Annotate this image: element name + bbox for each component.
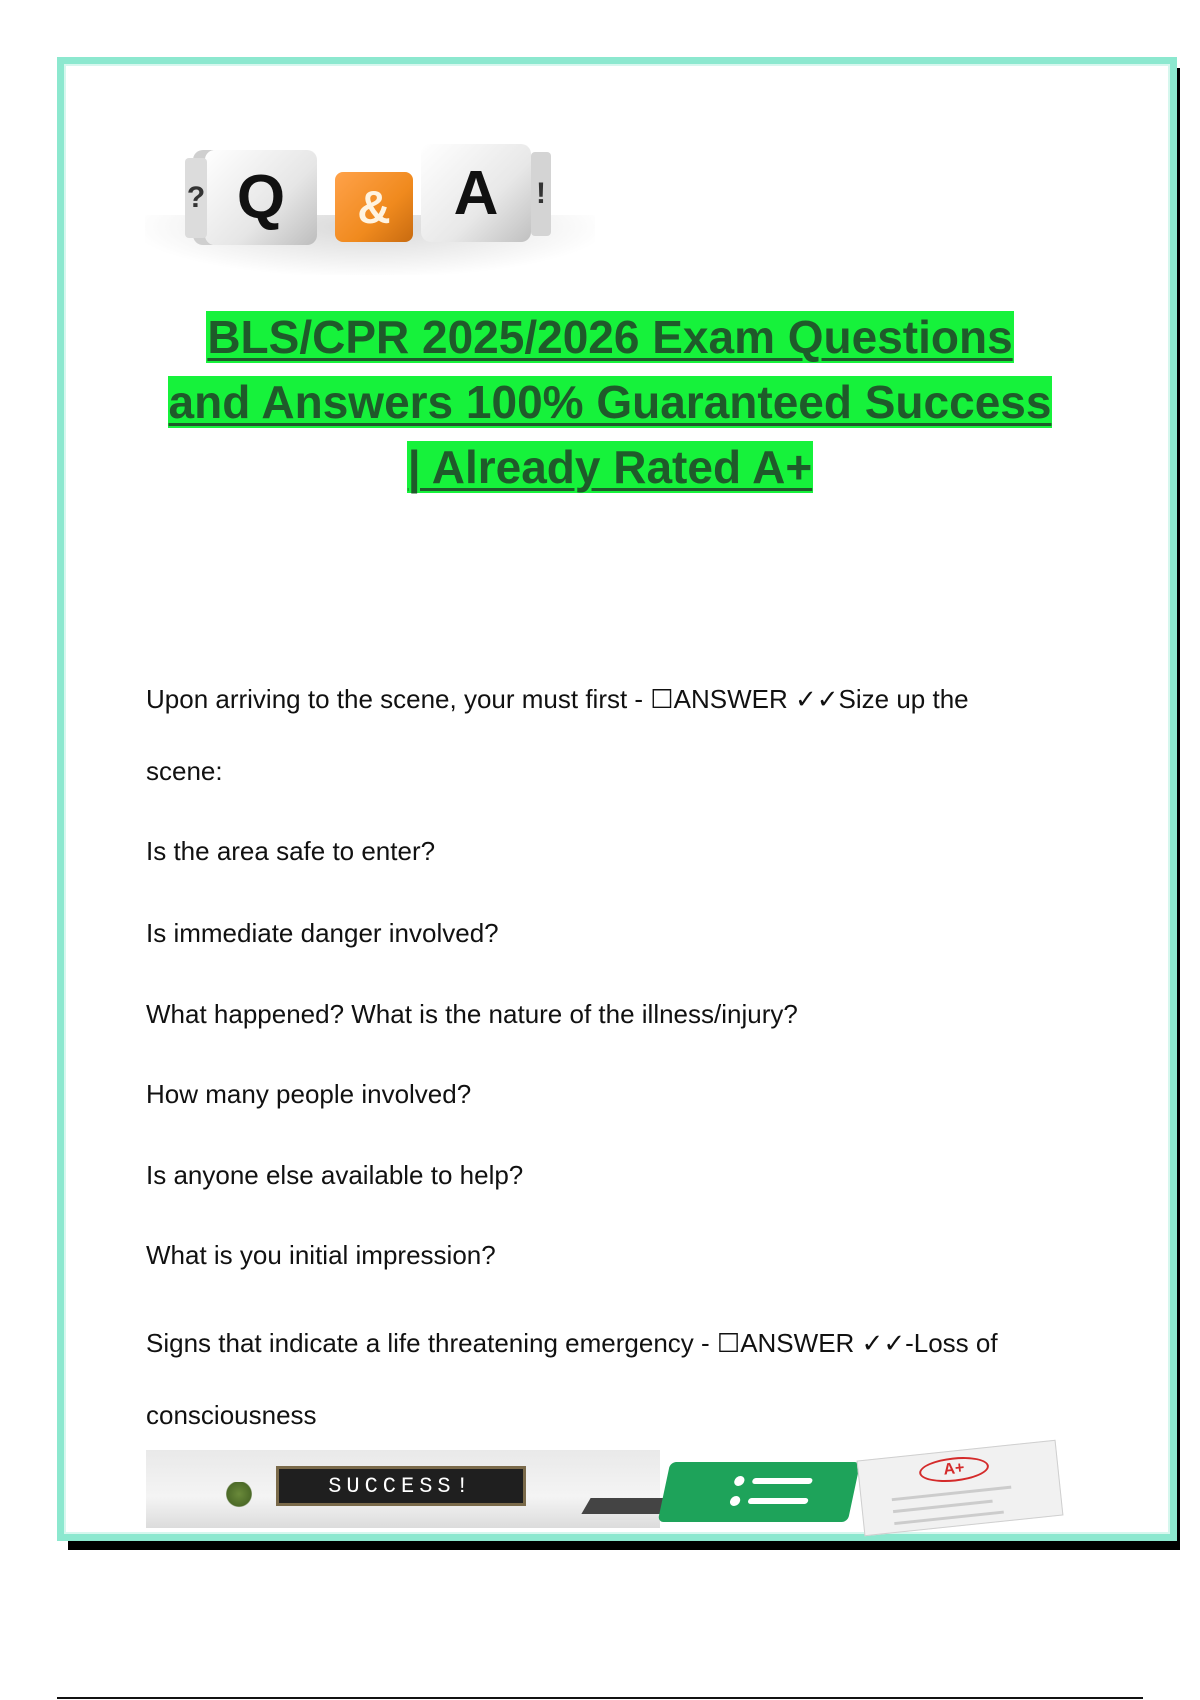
qa-dice-logo (145, 120, 595, 275)
question-1-text: Upon arriving to the scene, your must first - ☐ANSWER ✓✓Size up the (146, 684, 969, 714)
graded-paper-icon (857, 1440, 1064, 1536)
answer-1-continuation: scene: (146, 756, 223, 786)
die-ampersand-letter: & (357, 181, 391, 233)
die-q-letter: Q (236, 163, 286, 232)
die-ampersand (335, 172, 413, 242)
answer-1-item: Is the area safe to enter? (146, 836, 436, 866)
title-line-2: and Answers 100% Guaranteed Success (168, 376, 1052, 428)
answer-1-item: How many people involved? (146, 1079, 472, 1109)
title-line-1: BLS/CPR 2025/2026 Exam Questions (207, 311, 1013, 363)
graded-test-image (660, 1450, 1070, 1528)
answer-1-item: What happened? What is the nature of the illness/injury? (146, 999, 798, 1029)
success-sign: SUCCESS! (276, 1466, 526, 1506)
die-left-side (185, 158, 207, 238)
bottom-rule (57, 1697, 1143, 1699)
plant-icon (226, 1482, 252, 1512)
die-a-letter: A (453, 158, 499, 228)
answer-1-item: Is immediate danger involved? (146, 918, 499, 948)
die-left-side-mark: ? (186, 181, 206, 214)
question-2-text: Signs that indicate a life threatening emergency - ☐ANSWER ✓✓-Loss of (146, 1328, 998, 1358)
title-line-3: | Already Rated A+ (407, 441, 813, 493)
page-frame (57, 57, 1177, 1541)
document-list-icon (658, 1462, 861, 1522)
grade-mark: A+ (918, 1454, 990, 1485)
answer-1-item: Is anyone else available to help? (146, 1160, 524, 1190)
success-banner-image (146, 1450, 660, 1528)
document-title (130, 305, 1090, 500)
answer-1-item: What is you initial impression? (146, 1240, 496, 1270)
die-right-side-mark: ! (536, 177, 546, 210)
die-q (205, 150, 317, 245)
die-a (421, 144, 531, 242)
die-right-side (531, 152, 551, 236)
answer-2-continuation: consciousness (146, 1400, 317, 1430)
